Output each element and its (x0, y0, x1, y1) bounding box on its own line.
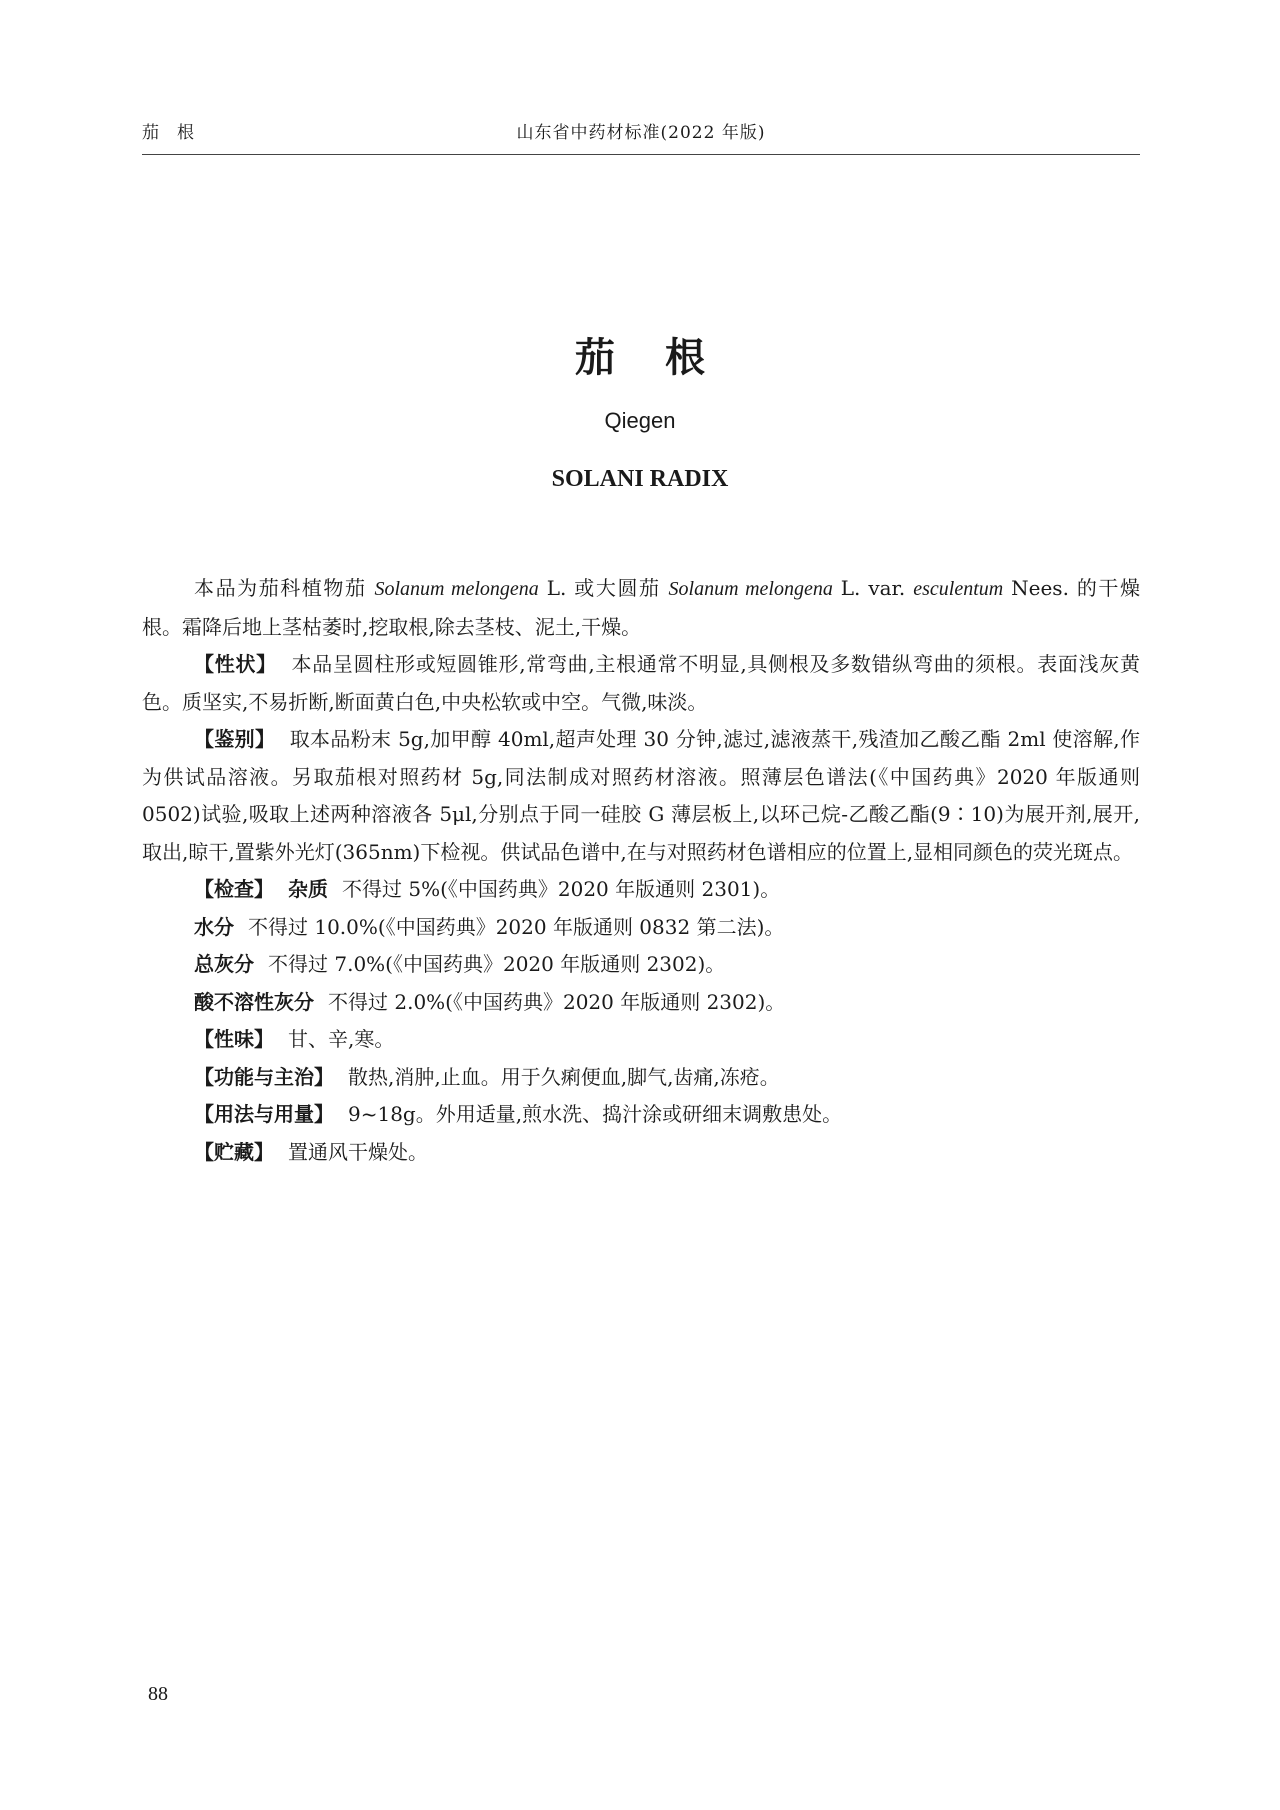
inspection-item-label: 总灰分 (194, 952, 254, 976)
section-label-description: 【性状】 (194, 652, 277, 676)
section-taste (142, 1021, 1140, 1059)
inspection-item-label: 水分 (194, 914, 234, 939)
section-text-taste: 甘、辛,寒。 (288, 1027, 395, 1051)
section-identification (142, 721, 1140, 871)
pinyin-name: Qiegen (604, 408, 676, 433)
section-text-storage: 置通风干燥处。 (288, 1139, 428, 1164)
species-name-2: Solanum melongena (668, 578, 833, 600)
section-text-description: 本品呈圆柱形或短圆锥形,常弯曲,主根通常不明显,具侧根及多数错纵弯曲的须根。表面浅灰黄色。质坚实,不易折断,断面黄白色,中央松软或中空。气微,味淡。 (142, 652, 1141, 714)
section-text-identification: 取本品粉末 5g,加甲醇 40ml,超声处理 30 分钟,滤过,滤液蒸干,残渣加乙酸乙酯 2ml 使溶解,作为供试品溶液。另取茄根对照药材 5g,同法制成对照药材溶液。照薄层色谱法(《中国药典》2020 年版通则 0502)试验,吸取上述两种溶液各 5μl,分别点于同一硅胶 G 薄层板上,以环己烷-乙酸乙酯(9∶10)为展开剂,展开,取出,晾干,置紫外光灯(365nm)下检视。供试品色谱中,在与对照药材色谱相应的位置上,显相同颜色的荧光斑点。 (142, 727, 1141, 864)
inspection-item-total-ash (142, 946, 1140, 984)
variety-name: esculentum (913, 578, 1004, 600)
monograph-body (142, 570, 1140, 1171)
section-label-identification: 【鉴别】 (194, 727, 276, 751)
monograph-title: 茄根 (575, 335, 755, 381)
section-label-indications: 【功能与主治】 (194, 1064, 334, 1089)
inspection-item-text: 不得过 7.0%(《中国药典》2020 年版通则 2302)。 (268, 952, 726, 976)
intro-text-1: 本品为茄科植物茄 (194, 576, 375, 600)
section-text-dosage: 9~18g。外用适量,煎水洗、捣汁涂或研细末调敷患处。 (348, 1102, 843, 1126)
latin-name: SOLANI RADIX (551, 466, 729, 492)
inspection-item-water (142, 909, 1140, 947)
header-book-title: 山东省中药材标准(2022 年版) (516, 123, 766, 143)
inspection-item-label: 酸不溶性灰分 (194, 989, 314, 1014)
species-name-1: Solanum melongena (374, 578, 539, 600)
section-description (142, 646, 1140, 721)
inspection-item-text: 不得过 10.0%(《中国药典》2020 年版通则 0832 第二法)。 (248, 914, 785, 939)
section-inspection (142, 871, 1140, 909)
section-label-inspection: 【检查】 (194, 877, 274, 901)
section-label-storage: 【贮藏】 (194, 1139, 274, 1164)
page-number: 88 (148, 1683, 168, 1705)
intro-text-4: Nees. 的干燥根。霜降后地上茎枯萎时,挖取根,除去茎枝、泥土,干燥。 (142, 576, 1140, 639)
section-label-dosage: 【用法与用量】 (194, 1102, 334, 1126)
inspection-item-text: 不得过 5%(《中国药典》2020 年版通则 2301)。 (342, 877, 781, 901)
intro-text-2: L. 或大圆茄 (538, 576, 669, 600)
section-dosage (142, 1096, 1140, 1134)
inspection-item-text: 不得过 2.0%(《中国药典》2020 年版通则 2302)。 (328, 989, 786, 1014)
section-indications (142, 1059, 1140, 1097)
intro-paragraph (142, 570, 1140, 646)
header-entry-name: 茄根 (142, 123, 212, 143)
inspection-item-acid-ash (142, 984, 1140, 1022)
running-header (142, 114, 1140, 155)
inspection-item-label: 杂质 (288, 877, 328, 901)
intro-text-3: L. var. (832, 576, 914, 600)
section-text-indications: 散热,消肿,止血。用于久痢便血,脚气,齿痛,冻疮。 (348, 1064, 780, 1089)
section-storage (142, 1134, 1140, 1172)
section-label-taste: 【性味】 (194, 1027, 274, 1051)
